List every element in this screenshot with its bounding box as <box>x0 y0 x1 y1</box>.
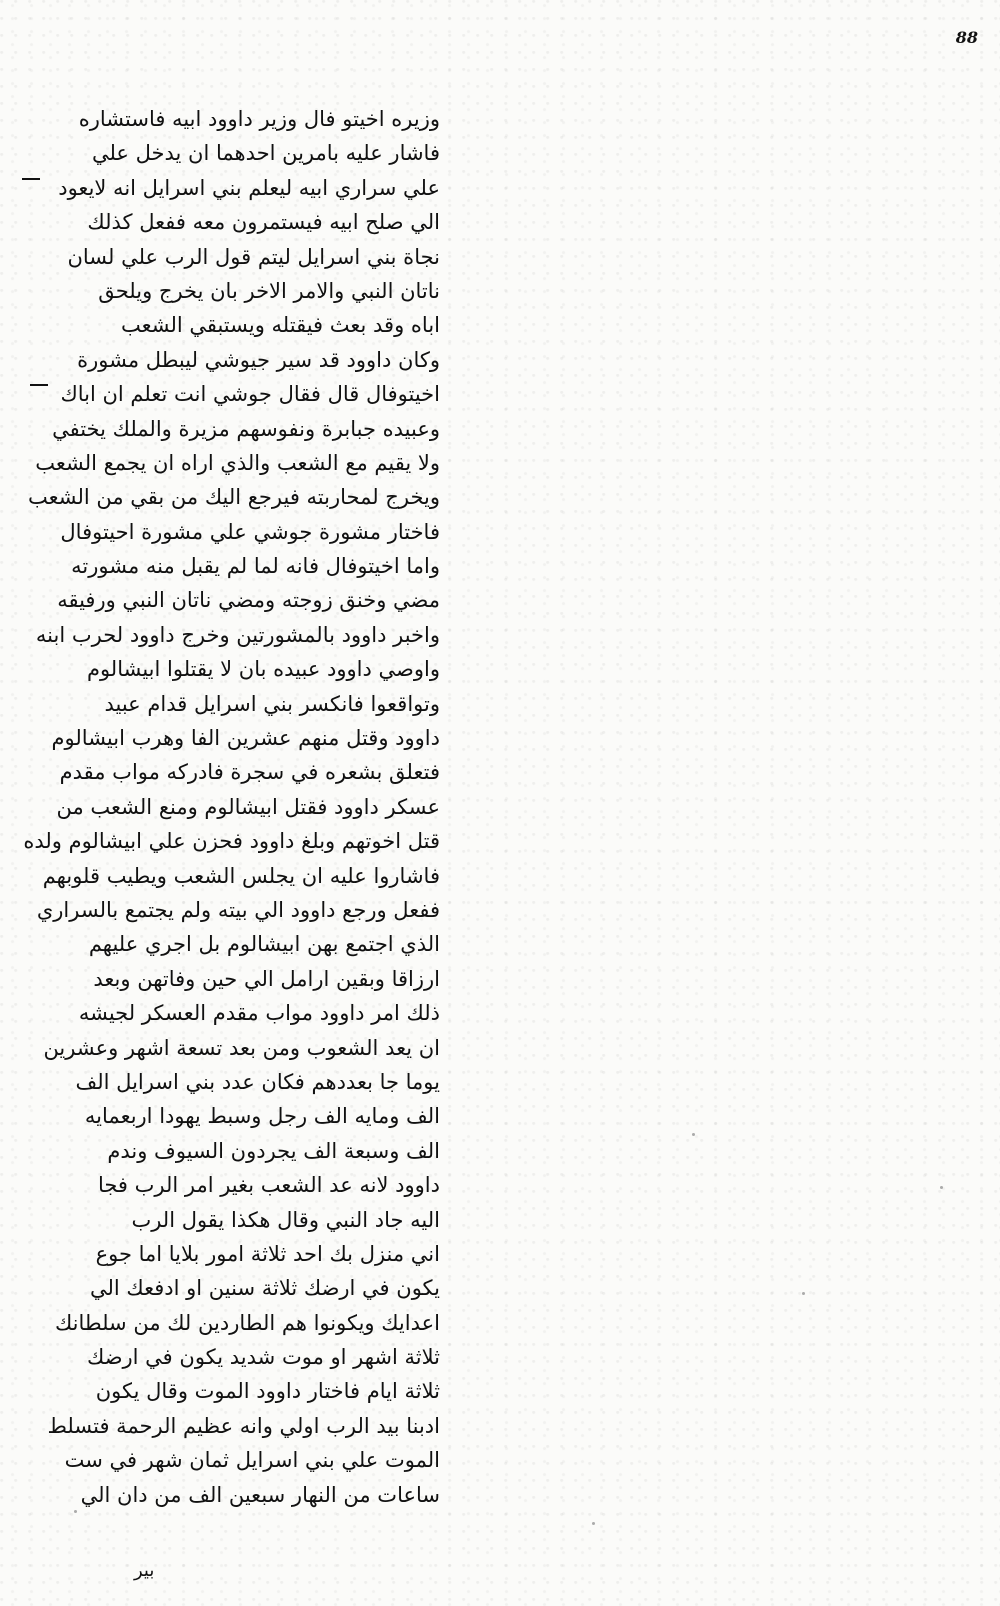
page-number: 88 <box>955 28 978 47</box>
text-line: واخبر داوود بالمشورتين وخرج داوود لحرب ابنه <box>35 622 440 647</box>
text-line: واما اخيتوفال فانه لما لم يقبل منه مشورته <box>71 554 440 579</box>
paper-speck <box>940 1186 943 1189</box>
text-line: الي صلح ابيه فيستمرون معه ففعل كذلك <box>87 210 440 235</box>
text-line: وتواقعوا فانكسر بني اسرايل قدام عبيد <box>104 691 440 716</box>
text-line: يوما جا بعددهم فكان عدد بني اسرايل الف <box>75 1069 440 1094</box>
text-line: يكون في ارضك ثلاثة سنين او ادفعك الي <box>90 1276 440 1301</box>
text-line: فاختار مشورة جوشي علي مشورة احيتوفال <box>60 519 440 544</box>
text-line: ذلك امر داوود مواب مقدم العسكر لجيشه <box>78 1001 440 1026</box>
text-line: وعبيده جبابرة ونفوسهم مزيرة والملك يختفي <box>52 416 440 441</box>
text-line: ادبنا بيد الرب اولي وانه عظيم الرحمة فتسلط <box>47 1413 440 1438</box>
text-line: اخيتوفال قال فقال جوشي انت تعلم ان اباك <box>60 382 440 407</box>
text-line: ثلاثة اشهر او موت شديد يكون في ارضك <box>87 1345 440 1370</box>
text-line: وزيره اخيتو فال وزير داوود ابيه فاستشاره <box>78 107 440 131</box>
text-line: اليه جاد النبي وقال هكذا يقول الرب <box>131 1207 440 1232</box>
text-line: واوصي داوود عبيده بان لا يقتلوا ابيشالوم <box>86 657 440 682</box>
text-line: ولا يقيم مع الشعب والذي اراه ان يجمع الشعب <box>35 450 440 475</box>
text-line: فتعلق بشعره في سجرة فادركه مواب مقدم <box>59 760 440 785</box>
text-line: ناتان النبي والامر الاخر بان يخرج ويلحق <box>98 278 440 303</box>
text-line: ساعات من النهار سبعين الف من دان الي <box>80 1482 440 1507</box>
paper-speck <box>802 1292 805 1295</box>
text-line: وكان داوود قد سير جيوشي ليبطل مشورة <box>77 347 440 372</box>
catchword: بير <box>134 1560 155 1581</box>
text-line: فاشاروا عليه ان يجلس الشعب ويطيب قلوبهم <box>42 863 440 888</box>
text-line: فاشار عليه بامرين احدهما ان يدخل علي <box>91 141 440 166</box>
text-line: ففعل ورجع داوود الي بيته ولم يجتمع بالسراري <box>36 897 440 922</box>
text-line: ويخرج لمحاربته فيرجع اليك من بقي من الشعب <box>27 485 440 510</box>
text-line: الف وسبعة الف يجردون السيوف وندم <box>107 1138 440 1163</box>
text-line: اعدايك ويكونوا هم الطاردين لك من سلطانك <box>54 1310 440 1335</box>
text-line: اباه وقد بعث فيقتله ويستبقي الشعب <box>120 313 440 338</box>
manuscript-text <box>23 102 440 1512</box>
text-line: ان يعد الشعوب ومن بعد تسعة اشهر وعشرين <box>43 1035 440 1060</box>
paper-speck <box>592 1522 595 1525</box>
text-line: الذي اجتمع بهن ابيشالوم بل اجري عليهم <box>88 932 440 957</box>
text-line: الف ومايه الف رجل وسبط يهودا اربعمايه <box>84 1104 440 1129</box>
text-line: نجاة بني اسرايل ليتم قول الرب علي لسان <box>67 244 440 269</box>
text-line: علي سراري ابيه ليعلم بني اسرايل انه لايعود <box>58 175 440 200</box>
text-line: اني منزل بك احد ثلاثة امور بلايا اما جوع <box>95 1241 440 1266</box>
paper-speck <box>74 1510 77 1513</box>
text-line: ثلاثة ايام فاختار داوود الموت وقال يكون <box>95 1379 440 1404</box>
text-line: ارزاقا وبقين ارامل الي حين وفاتهن وبعد <box>93 966 440 991</box>
paper-speck <box>692 1133 695 1136</box>
text-line: قتل اخوتهم وبلغ داوود فحزن علي ابيشالوم ولده <box>23 829 440 854</box>
text-line: الموت علي بني اسرايل ثمان شهر في ست <box>64 1448 440 1473</box>
text-line: عسكر داوود فقتل ابيشالوم ومنع الشعب من <box>56 794 440 819</box>
text-line: مضي وخنق زوجته ومضي ناتان النبي ورفيقه <box>57 588 440 613</box>
text-line: داوود وقتل منهم عشرين الفا وهرب ابيشالوم <box>51 726 440 751</box>
text-line: داوود لانه عد الشعب بغير امر الرب فجا <box>97 1173 440 1198</box>
